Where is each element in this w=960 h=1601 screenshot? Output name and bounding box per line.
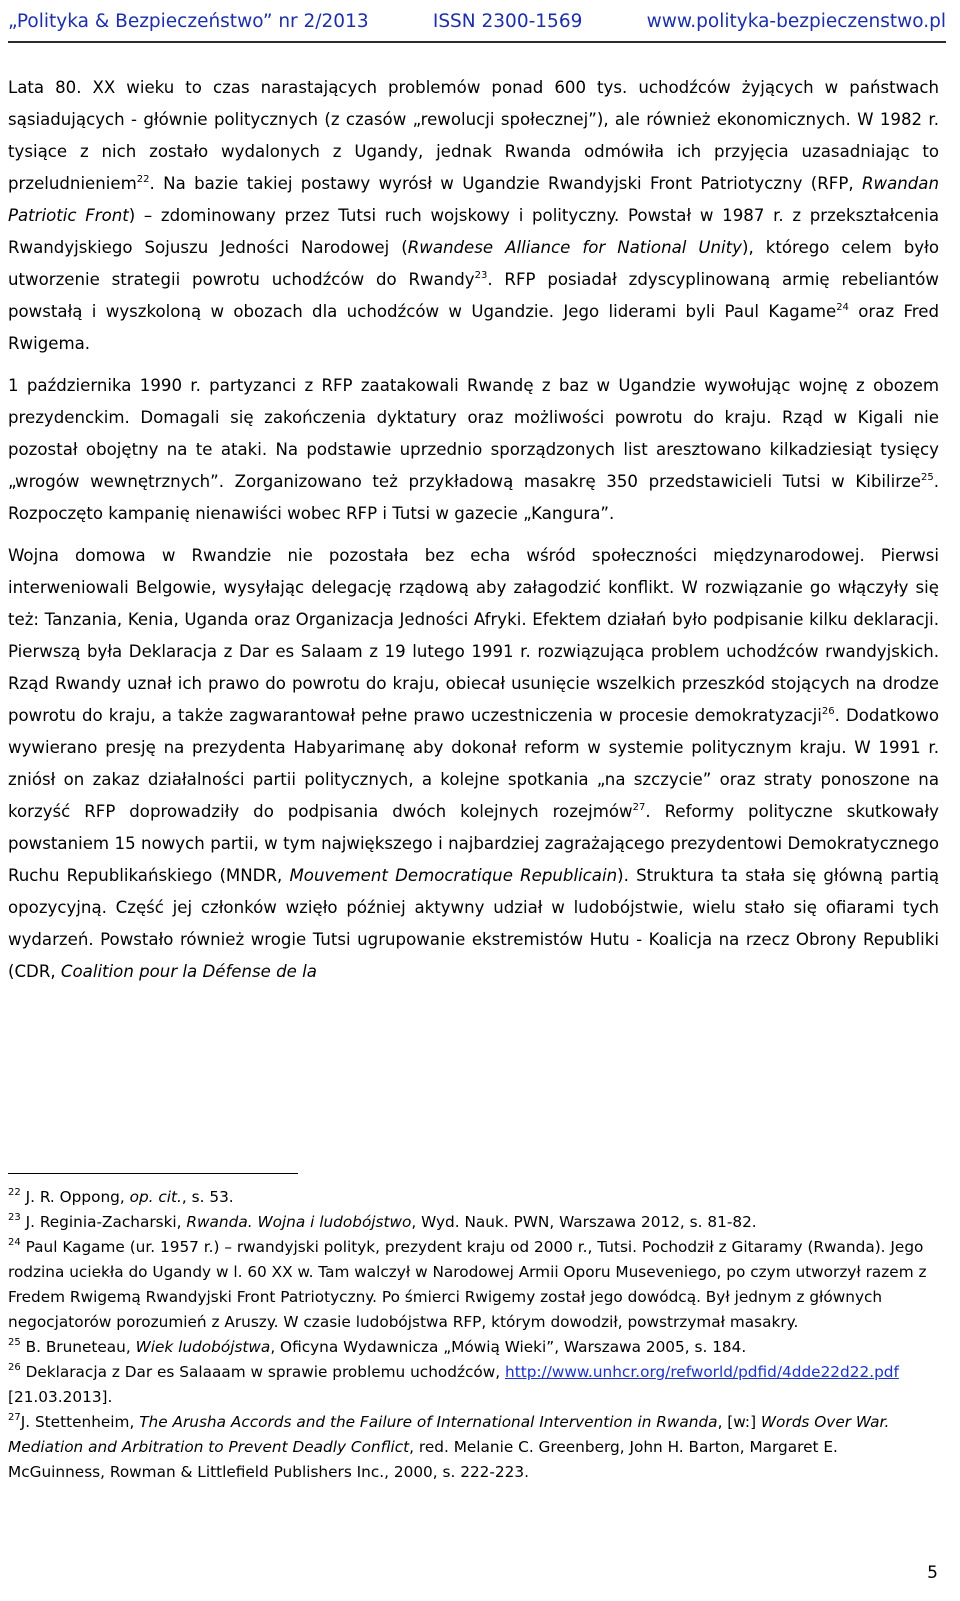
footnotes (8, 1185, 938, 1485)
footnote-26: $^{26}$ Deklaracja z Dar es Salaaam w sprawie problemu uchodźców, http://www.unhcr.org/refworld/pdfid/4dde22d22.pdf [21.03.2013]. (8, 1362, 899, 1406)
journal-title: „Polityka & Bezpieczeństwo” nr 2/2013 (8, 10, 369, 32)
footnote-22: $^{22}$ J. R. Oppong, op. cit., s. 53. (8, 1187, 234, 1206)
footnote-ref-24[interactable]: 24 (836, 302, 849, 313)
footnote-27: $^{27}$J. Stettenheim, The Arusha Accords and the Failure of International Intervention in Rwanda, [w:] Words Over War. Mediation and Arbitration to Prevent Deadly Conflict, red. Melanie C. Greenberg, John H. Barton, Margaret E. McGuinness, Rowman & Littlefield Publishers Inc., 2000, s. 222-223. (8, 1412, 890, 1481)
running-header (8, 6, 946, 36)
footnote-ref-25[interactable]: 25 (920, 472, 934, 483)
footnote-ref-22[interactable]: 22 (136, 174, 150, 185)
paragraph-3: Wojna domowa w Rwandzie nie pozostała bez echa wśród społeczności międzynarodowej. Pierwsi interweniowali Belgowie, wysyłając delegację rządową aby załagodzić konflikt. W rozwiązanie go włączyły się też: Tanzania, Kenia, Uganda oraz Organizacja Jedności Afryki. Efektem działań było podpisanie kilku deklaracji. Pierwszą była Deklaracja z Dar es Salaam z 19 lutego 1991 r. rozwiązująca problem uchodźców rwandyjskich. Rząd Rwandy uznał ich prawo do powrotu do kraju, obiecał usunięcie wszelkich przeszkód stojących na drodze powrotu do kraju, a także zagwarantował pełne prawo uczestniczenia w procesie demokratyzacji$^{26}$. Dodatkowo wywierano presję na prezydenta Habyarimanę aby dokonał reform w systemie politycznym kraju. W 1991 r. zniósł on zakaz działalności partii politycznych, a kolejne spotkania „na szczycie” oraz straty ponoszone na korzyść RFP doprowadziły do podpisania dwóch kolejnych rozejmów$^{27}$. Reformy polityczne skutkowały powstaniem 15 nowych partii, w tym największego i najbardziej zagrażającego prezydentowi Demokratycznego Ruchu Republikańskiego (MNDR, Mouvement Democratique Republicain). Struktura ta stała się główną partią opozycyjną. Część jej członków wzięło później aktywny udział w ludobójstwie, wielu stało się ofiarami tych wydarzeń. Powstało również wrogie Tutsi ugrupowanie ekstremistów Hutu - Koalicja na rzecz Obrony Republiki (CDR, Coalition pour la Défense de la (8, 546, 940, 981)
footnote-ref-23[interactable]: 23 (474, 270, 488, 281)
header-rule (8, 41, 946, 43)
page-number: 5 (927, 1563, 938, 1583)
footnote-ref-27[interactable]: 27 (632, 802, 646, 813)
website-link[interactable]: www.polityka-bezpieczenstwo.pl (646, 10, 946, 32)
footnote-23: $^{23}$ J. Reginia-Zacharski, Rwanda. Wojna i ludobójstwo, Wyd. Nauk. PWN, Warszawa 2012, s. 81-82. (8, 1212, 757, 1231)
issn: ISSN 2300-1569 (432, 10, 583, 32)
paragraph-1: Lata 80. XX wieku to czas narastających problemów ponad 600 tys. uchodźców żyjących w państwach sąsiadujących - głównie politycznych (z czasów „rewolucji społecznej”), ale również ekonomicznych. W 1982 r. tysiące z nich zostało wydalonych z Ugandy, jednak Rwanda odmówiła ich przyjęcia uzasadniając to przeludnieniem$^{22}$. Na bazie takiej postawy wyrósł w Ugandzie Rwandyjski Front Patriotyczny (RFP, Rwandan Patriotic Front) – zdominowany przez Tutsi ruch wojskowy i polityczny. Powstał w 1987 r. z przekształcenia Rwandyjskiego Sojuszu Jedności Narodowej (Rwandese Alliance for National Unity), którego celem było utworzenie strategii powrotu uchodźców do Rwandy$^{23}$. RFP posiadał zdyscyplinowaną armię rebeliantów powstałą i wyszkoloną w obozach dla uchodźców w Ugandzie. Jego liderami byli Paul Kagame$^{24}$ oraz Fred Rwigema. (8, 78, 939, 353)
paragraph-2: 1 października 1990 r. partyzanci z RFP zaatakowali Rwandę z baz w Ugandzie wywołując wojnę z obozem prezydenckim. Domagali się zakończenia dyktatury oraz możliwości powrotu do kraju. Rząd w Kigali nie pozostał obojętny na te ataki. Na podstawie uprzednio sporządzonych list aresztowano kilkadziesiąt tysięcy „wrogów wewnętrznych”. Zorganizowano też przykładową masakrę 350 przedstawicieli Tutsi w Kibilirze$^{25}$. Rozpoczęto kampanię nienawiści wobec RFP i Tutsi w gazecie „Kangura”. (8, 376, 939, 523)
footnote-25: $^{25}$ B. Bruneteau, Wiek ludobójstwa, Oficyna Wydawnicza „Mówią Wieki”, Warszawa 2005, s. 184. (8, 1337, 747, 1356)
article-body (8, 72, 939, 998)
footnote-ref-26[interactable]: 26 (821, 706, 835, 717)
footnote-24: $^{24}$ Paul Kagame (ur. 1957 r.) – rwandyjski polityk, prezydent kraju od 2000 r., Tutsi. Pochodził z Gitaramy (Rwanda). Jego rodzina uciekła do Ugandy w l. 60 XX w. Tam walczył w Narodowej Armii Oporu Museveniego, po czym utworzył razem z Fredem Rwigemą Rwandyjski Front Patriotyczny. Po śmierci Rwigemy został jego dowódcą. Był jednym z głównych negocjatorów porozumień z Aruszy. W czasie ludobójstwa RFP, którym dowodził, powstrzymał masakry. (8, 1237, 927, 1331)
footnote-separator (8, 1173, 298, 1174)
unhcr-link[interactable]: http://www.unhcr.org/refworld/pdfid/4dde22d22.pdf (505, 1363, 899, 1381)
